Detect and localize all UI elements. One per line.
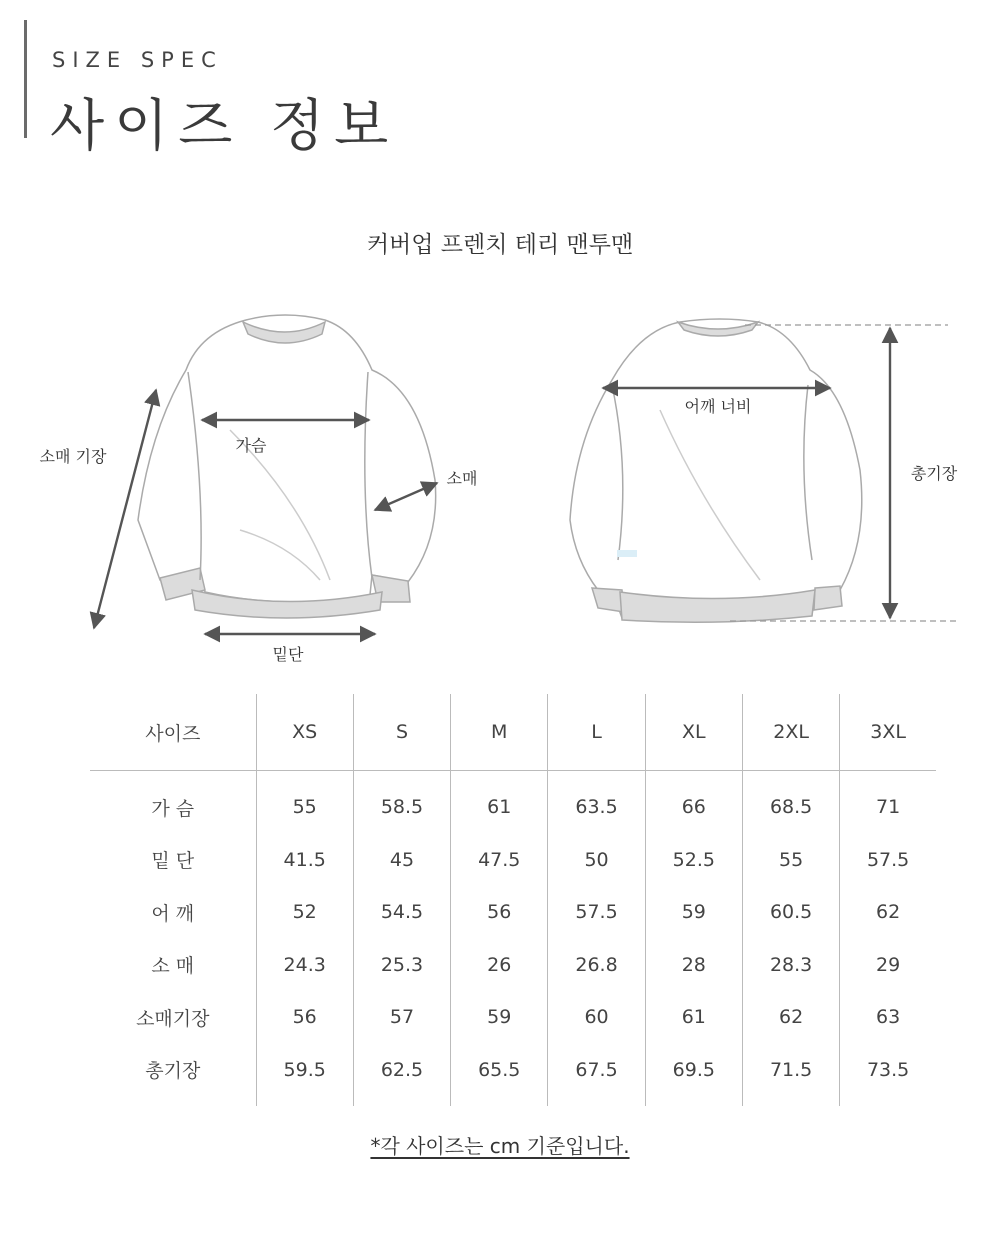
table-cell: 25.3: [353, 939, 450, 992]
label-total-length: 총기장: [910, 464, 958, 483]
table-cell: 28.3: [742, 939, 839, 992]
table-cell: 71.5: [742, 1044, 839, 1107]
size-spec-table: [90, 694, 936, 1106]
table-cell: 55: [742, 834, 839, 887]
table-header-row: [90, 694, 936, 771]
table-cell: 50: [548, 834, 645, 887]
table-cell: 47.5: [451, 834, 548, 887]
table-cell: 60.5: [742, 886, 839, 939]
table-cell: 63.5: [548, 771, 645, 834]
garment-diagram: [0, 290, 1000, 680]
table-cell: 62: [840, 886, 936, 939]
footnote: [0, 1130, 1000, 1159]
row-label: 소 매: [151, 955, 195, 978]
header-size-2xl: 2XL: [742, 694, 839, 771]
table-row-hem: [90, 834, 936, 887]
table-cell: 59: [645, 886, 742, 939]
table-cell: 29: [840, 939, 936, 992]
table-cell: 61: [645, 991, 742, 1044]
label-hem: 밑단: [272, 645, 304, 664]
table-cell: 26: [451, 939, 548, 992]
table-cell: 52: [256, 886, 353, 939]
table-cell: 57: [353, 991, 450, 1044]
table-cell: 65.5: [451, 1044, 548, 1107]
header-accent-bar: [24, 20, 27, 138]
header-size-l: L: [548, 694, 645, 771]
table-cell: 45: [353, 834, 450, 887]
label-chest: 가슴: [235, 436, 267, 455]
section-eyebrow: SIZE SPEC: [52, 48, 223, 72]
product-name: 커버업 프렌치 테리 맨투맨: [366, 232, 634, 258]
table-cell: 57.5: [548, 886, 645, 939]
table-cell: 55: [256, 771, 353, 834]
table-cell: 26.8: [548, 939, 645, 992]
table-row-total-length: [90, 1044, 936, 1107]
header-size-xs: XS: [256, 694, 353, 771]
row-label: 가 슴: [151, 797, 195, 820]
row-label: 밑 단: [151, 850, 195, 873]
label-shoulder-width: 어깨 너비: [684, 397, 752, 416]
table-cell: 62.5: [353, 1044, 450, 1107]
header-size-m: M: [451, 694, 548, 771]
table-cell: 54.5: [353, 886, 450, 939]
table-cell: 69.5: [645, 1044, 742, 1107]
table-cell: 56: [256, 991, 353, 1044]
table-cell: 24.3: [256, 939, 353, 992]
table-cell: 61: [451, 771, 548, 834]
table-cell: 59.5: [256, 1044, 353, 1107]
table-cell: 71: [840, 771, 936, 834]
header-size-xl: XL: [645, 694, 742, 771]
label-sleeve: 소매: [446, 469, 478, 488]
table-row-sleeve-length: [90, 991, 936, 1044]
label-sleeve-length: 소매 기장: [39, 447, 107, 466]
table-cell: 57.5: [840, 834, 936, 887]
table-cell: 41.5: [256, 834, 353, 887]
table-cell: 66: [645, 771, 742, 834]
table-row-chest: [90, 771, 936, 834]
table-cell: 59: [451, 991, 548, 1044]
header-size-3xl: 3XL: [840, 694, 936, 771]
table-row-sleeve: [90, 939, 936, 992]
table-cell: 63: [840, 991, 936, 1044]
table-cell: 68.5: [742, 771, 839, 834]
table-row-shoulder: [90, 886, 936, 939]
table-cell: 28: [645, 939, 742, 992]
table-cell: 52.5: [645, 834, 742, 887]
table-cell: 67.5: [548, 1044, 645, 1107]
row-label: 소매기장: [136, 1007, 210, 1030]
table-cell: 60: [548, 991, 645, 1044]
row-label: 총기장: [145, 1060, 201, 1083]
table-cell: 56: [451, 886, 548, 939]
page-title: 사이즈 정보: [50, 94, 399, 159]
header-size-s: S: [353, 694, 450, 771]
table-cell: 62: [742, 991, 839, 1044]
header-size-label: 사이즈: [90, 694, 256, 771]
front-garment-drawing: [138, 315, 436, 618]
table-cell: 58.5: [353, 771, 450, 834]
table-cell: 73.5: [840, 1044, 936, 1107]
back-garment-drawing: [570, 319, 862, 622]
row-label: 어 깨: [151, 902, 195, 925]
footnote-text: *각 사이즈는 cm 기준입니다.: [370, 1134, 630, 1158]
